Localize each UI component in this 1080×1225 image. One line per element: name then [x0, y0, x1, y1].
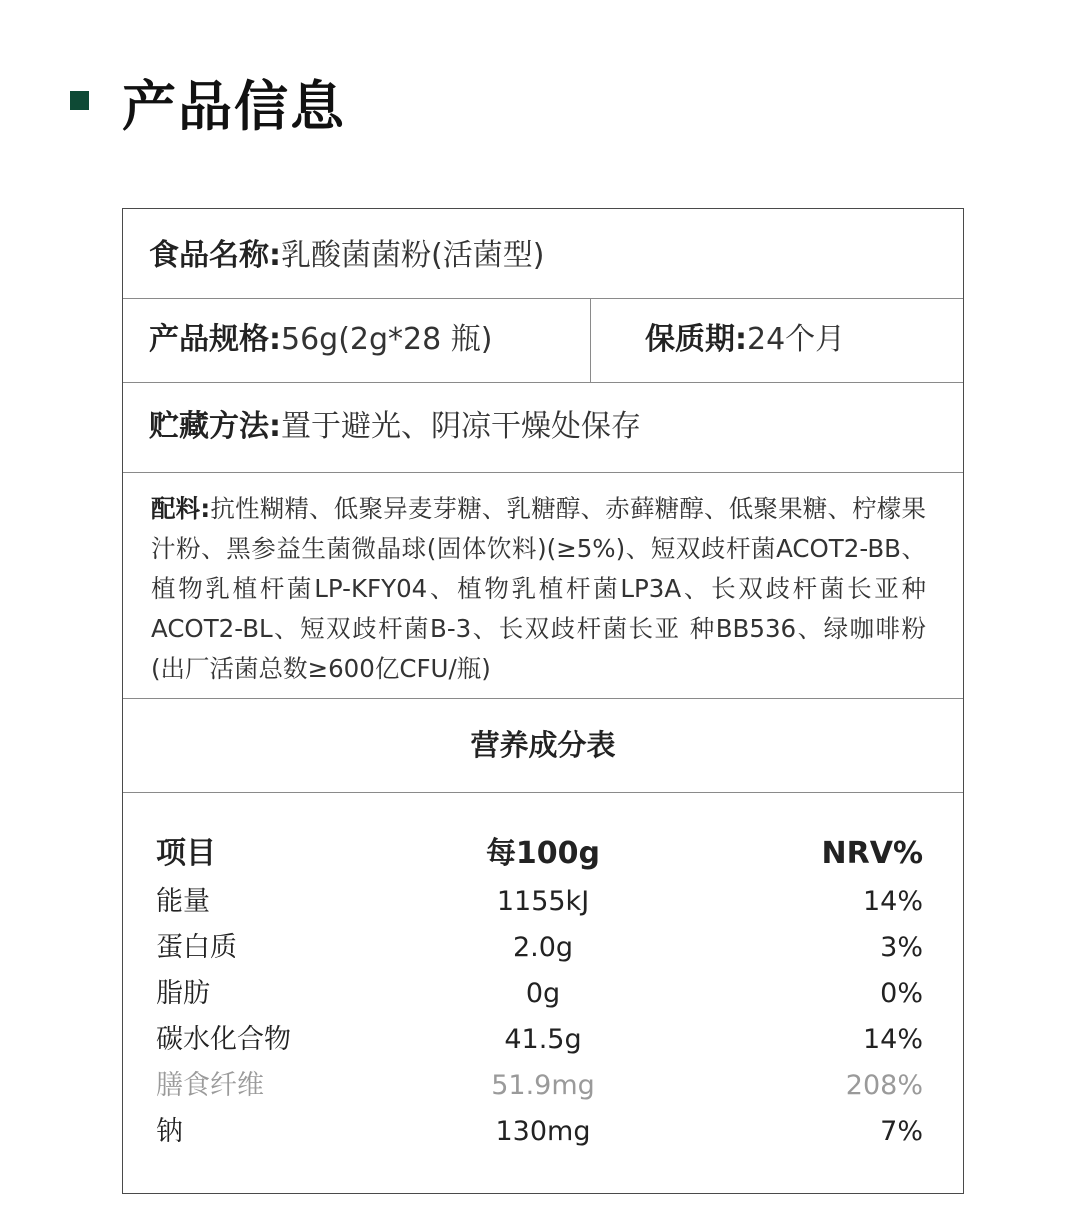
spec-value: 56g(2g*28 瓶) [281, 322, 493, 357]
spec-row [123, 299, 963, 383]
nutrient-name: 膳食纤维 [156, 1070, 264, 1101]
nutrient-per100g: 51.9mg [491, 1070, 595, 1101]
nutrient-nrv: 14% [862, 886, 923, 917]
shelf-life-value: 24个月 [747, 322, 846, 357]
nutrition-row [123, 1109, 963, 1155]
nutrient-name: 脂肪 [156, 978, 210, 1009]
ingredients-value: 抗性糊精、低聚异麦芽糖、乳糖醇、赤藓糖醇、低聚果糖、柠檬果汁粉、黑参益生菌微晶球(固体饮料)(≥5%)、短双歧杆菌ACOT2-BB、植物乳植杆菌LP-KFY04、植物乳植杆菌LP3A、长双歧杆菌长亚种ACOT2-BL、短双歧杆菌B-3、长双歧杆菌长亚 种BB536、绿咖啡粉(出厂活菌总数≥600亿CFU/瓶) [151, 494, 926, 683]
nutrient-per100g: 41.5g [504, 1024, 582, 1055]
spec-label: 产品规格: [149, 322, 281, 357]
nutrient-nrv: 14% [862, 1024, 923, 1055]
nutrient-nrv: 0% [880, 978, 923, 1009]
food-name-cell [149, 236, 544, 276]
nutrient-per100g: 2.0g [512, 932, 574, 963]
nutrition-title-row [123, 699, 963, 793]
nutrition-row [123, 971, 963, 1017]
nutrition-row [123, 1017, 963, 1063]
ingredients-row [123, 473, 963, 699]
food-name-value: 乳酸菌菌粉(活菌型) [281, 238, 545, 273]
food-name-label: 食品名称: [149, 238, 281, 273]
product-info-table [122, 208, 964, 1194]
nutrition-row [123, 1063, 963, 1109]
spec-text [149, 320, 492, 360]
storage-label: 贮藏方法: [149, 409, 281, 444]
shelf-life-label: 保质期: [645, 322, 747, 357]
nutrient-nrv: 7% [880, 1116, 923, 1147]
header-per100g: 每100g [485, 836, 601, 871]
storage-value: 置于避光、阴凉干燥处保存 [281, 409, 641, 444]
page-title: 产品信息 [122, 75, 346, 138]
header-nrv: NRV% [821, 836, 923, 871]
ingredients-text [151, 489, 926, 689]
storage-cell [149, 407, 641, 447]
nutrient-per100g: 130mg [495, 1116, 591, 1147]
title-marker-square [70, 91, 89, 110]
nutrient-per100g: 0g [525, 978, 561, 1009]
shelf-life-text [645, 320, 845, 360]
nutrient-name: 能量 [156, 886, 210, 917]
nutrition-header-row [123, 831, 963, 877]
nutrient-name: 蛋白质 [156, 932, 237, 963]
food-name-row [123, 209, 963, 299]
storage-row [123, 383, 963, 473]
nutrient-name: 碳水化合物 [156, 1024, 291, 1055]
spec-cell [123, 299, 591, 382]
nutrient-nrv: 3% [880, 932, 923, 963]
nutrient-nrv: 208% [845, 1070, 923, 1101]
nutrient-per100g: 1155kJ [496, 886, 590, 917]
nutrition-row [123, 925, 963, 971]
nutrition-row [123, 879, 963, 925]
header-item: 项目 [156, 836, 216, 871]
nutrition-title: 营养成分表 [470, 728, 616, 762]
nutrient-name: 钠 [156, 1116, 183, 1147]
ingredients-label: 配料: [151, 494, 211, 523]
